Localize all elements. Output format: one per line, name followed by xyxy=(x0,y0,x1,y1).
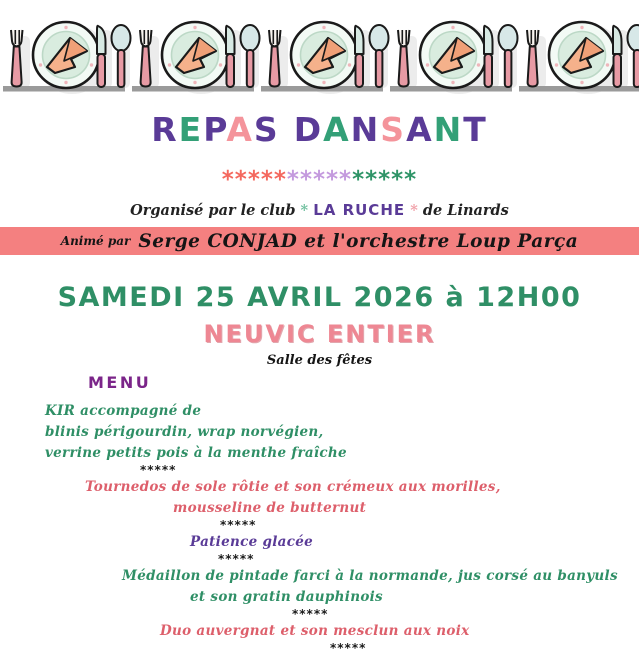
title-letter: T xyxy=(463,110,488,149)
organizer-star-left: * xyxy=(300,202,309,219)
menu-course xyxy=(0,621,639,642)
menu-course-line: verrine petits pois à la menthe fraîche xyxy=(45,445,347,461)
title-letter: D xyxy=(293,110,324,149)
menu-course xyxy=(0,566,639,608)
menu-course-line: Tournedos de sole rôtie et son crémeux aux morilles, xyxy=(85,479,501,495)
place-settings-illustration xyxy=(0,8,639,100)
menu-separator: ***** xyxy=(218,552,255,566)
event-date: SAMEDI 25 AVRIL 2026 à 12H00 xyxy=(57,282,582,313)
title-letter: R xyxy=(151,110,179,149)
event-title xyxy=(0,110,639,150)
menu-course-line: et son gratin dauphinois xyxy=(190,589,383,605)
place-settings-border xyxy=(0,8,639,100)
menu-course-line: mousseline de butternut xyxy=(173,500,367,516)
title-letter: A xyxy=(406,110,434,149)
title-letter: S xyxy=(380,110,407,149)
banner-prefix: Animé par xyxy=(60,234,131,248)
menu-course xyxy=(0,477,639,519)
place-setting xyxy=(132,22,260,94)
stars-red: ***** xyxy=(221,167,287,193)
menu-course-line: Patience glacée xyxy=(190,534,314,550)
menu-separator: ***** xyxy=(140,463,177,477)
title-letter: P xyxy=(203,110,227,149)
organizer-line xyxy=(0,200,639,221)
stars-green: ***** xyxy=(352,167,418,193)
place-setting xyxy=(3,22,131,94)
title-letter: A xyxy=(226,110,254,149)
menu-course-line: Médaillon de pintade farci à la normande, jus corsé au banyuls xyxy=(122,568,618,584)
page xyxy=(0,8,639,655)
orchestra-banner xyxy=(0,227,639,255)
organizer-star-right: * xyxy=(410,202,418,219)
event-venue: NEUVIC ENTIER xyxy=(203,320,436,348)
menu-course xyxy=(0,401,639,464)
stars-lavender: ***** xyxy=(286,167,353,193)
menu-course xyxy=(0,532,639,553)
banner-text: Serge CONJAD et l'orchestre Loup Parça xyxy=(138,230,579,252)
title-letter: N xyxy=(433,110,464,149)
menu-course-line: blinis périgourdin, wrap norvégien, xyxy=(45,424,324,440)
organizer-prefix: Organisé par le club xyxy=(130,202,296,219)
stars-row xyxy=(0,168,639,192)
event-hall: Salle des fêtes xyxy=(266,353,373,368)
menu-list xyxy=(0,401,639,655)
menu-course-line: Duo auvergnat et son mesclun aux noix xyxy=(160,623,470,639)
organizer-suffix: de Linards xyxy=(422,202,509,219)
title-letter: E xyxy=(178,110,204,149)
menu-separator: ***** xyxy=(220,518,257,532)
title-letter: N xyxy=(350,110,381,149)
title-letter: A xyxy=(323,110,351,149)
club-name: LA RUCHE xyxy=(313,201,406,219)
menu-separator: ***** xyxy=(292,607,329,621)
menu-heading: MENU xyxy=(88,373,152,392)
place-setting xyxy=(390,22,518,94)
menu-separator: ***** xyxy=(330,641,367,655)
place-setting xyxy=(519,22,639,94)
title-letter: S xyxy=(253,110,280,149)
place-setting xyxy=(261,22,389,94)
menu-course-line: KIR accompagné de xyxy=(45,403,202,419)
